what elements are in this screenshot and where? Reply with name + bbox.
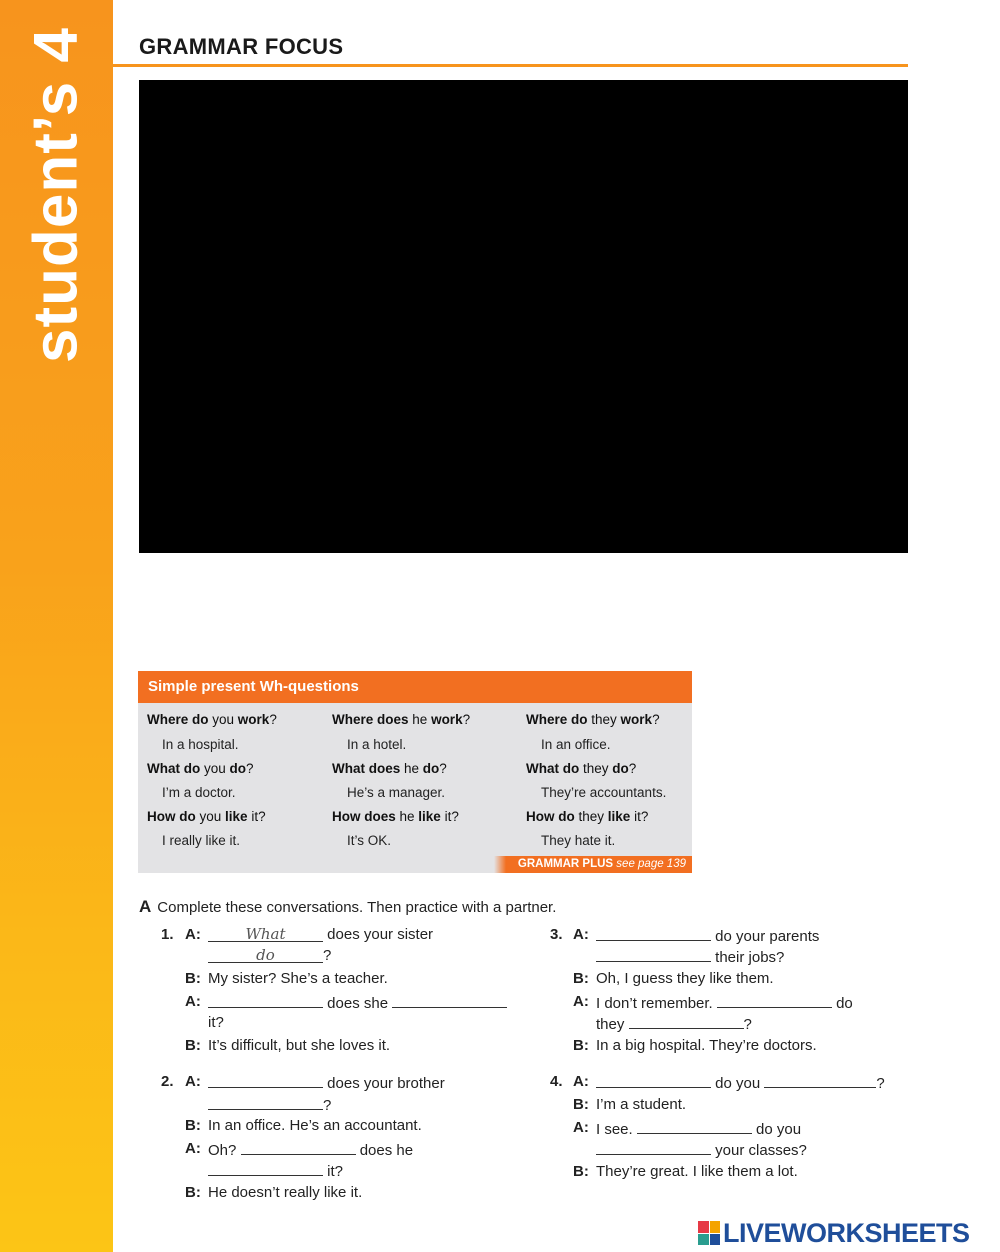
dialogue-line: They’re great. I like them a lot.: [596, 1163, 798, 1180]
grammar-box-title: Simple present Wh-questions: [138, 671, 692, 703]
dialogue-line: What does your sister: [208, 926, 433, 943]
conversation-number: 2.: [161, 1073, 174, 1090]
answer-blank[interactable]: What: [208, 927, 323, 942]
answer-blank[interactable]: [208, 1073, 323, 1088]
grammar-question: What do they do?: [526, 761, 637, 776]
dialogue-line: do your parents: [596, 926, 819, 945]
grammar-answer: It’s OK.: [347, 833, 392, 848]
dialogue-line: their jobs?: [596, 947, 784, 966]
answer-blank[interactable]: [392, 993, 507, 1008]
speaker-label: B:: [573, 970, 589, 987]
liveworksheets-logo: [698, 1218, 970, 1248]
dialogue-line: it?: [208, 1014, 224, 1031]
answer-blank[interactable]: [208, 993, 323, 1008]
conversation-number: 4.: [550, 1073, 563, 1090]
dialogue-line: does she: [208, 993, 507, 1012]
dialogue-line: ?: [208, 1095, 331, 1114]
speaker-label: A:: [185, 993, 201, 1010]
answer-blank[interactable]: [637, 1119, 752, 1134]
dialogue-line: I’m a student.: [596, 1096, 687, 1113]
grammar-question: How do they like it?: [526, 809, 649, 824]
speaker-label: A:: [185, 926, 201, 943]
title-divider: [113, 64, 908, 67]
dialogue-line: He doesn’t really like it.: [208, 1184, 363, 1201]
logo-icon: [698, 1221, 720, 1245]
exercise-instruction: A Complete these conversations. Then practice with a partner.: [139, 897, 557, 916]
answer-blank[interactable]: [208, 1095, 323, 1110]
grammar-answer: In a hospital.: [162, 737, 239, 752]
dialogue-line: Oh, I guess they like them.: [596, 970, 774, 987]
grammar-answer: In an office.: [541, 737, 611, 752]
grammar-answer: In a hotel.: [347, 737, 407, 752]
grammar-answer: They hate it.: [541, 833, 616, 848]
speaker-label: A:: [573, 993, 589, 1010]
grammar-question: How do you like it?: [147, 809, 266, 824]
speaker-label: A:: [573, 1119, 589, 1136]
grammar-box: [138, 671, 692, 873]
speaker-label: B:: [573, 1096, 589, 1113]
grammar-question: Where do you work?: [147, 712, 277, 727]
answer-blank[interactable]: [596, 947, 711, 962]
dialogue-line: I see. do you: [596, 1121, 802, 1138]
dialogue-line: does your brother: [208, 1073, 445, 1092]
answer-blank[interactable]: [596, 1140, 711, 1155]
logo-text: LIVEWORKSHEETS: [723, 1217, 970, 1248]
speaker-label: B:: [185, 1184, 201, 1201]
answer-blank[interactable]: [596, 1073, 711, 1088]
speaker-label: B:: [185, 970, 201, 987]
answer-blank[interactable]: [717, 993, 832, 1008]
grammar-plus-link[interactable]: GRAMMAR PLUS see page 139: [494, 856, 692, 873]
grammar-question: What do you do?: [147, 761, 254, 776]
grammar-answer: I’m a doctor.: [162, 785, 236, 800]
page-title: GRAMMAR FOCUS: [139, 34, 344, 59]
answer-blank[interactable]: [629, 1014, 744, 1029]
speaker-label: A:: [573, 1073, 589, 1090]
dialogue-line: do you ?: [596, 1073, 885, 1092]
conversation-number: 1.: [161, 926, 174, 943]
grammar-question: What does he do?: [332, 761, 447, 776]
answer-blank[interactable]: do: [208, 948, 323, 963]
answer-blank[interactable]: [596, 926, 711, 941]
dialogue-line: I don’t remember. do: [596, 995, 853, 1012]
dialogue-line: It’s difficult, but she loves it.: [208, 1037, 391, 1054]
speaker-label: B:: [573, 1163, 589, 1180]
grammar-question: How does he like it?: [332, 809, 459, 824]
sidebar-label: student’s 4: [21, 27, 91, 363]
speaker-label: A:: [185, 1073, 201, 1090]
media-placeholder: [139, 80, 908, 553]
answer-blank[interactable]: [764, 1073, 876, 1088]
grammar-question: Where does he work?: [332, 712, 471, 727]
speaker-label: A:: [573, 926, 589, 943]
dialogue-line: My sister? She’s a teacher.: [208, 970, 388, 987]
speaker-label: A:: [185, 1140, 201, 1157]
conversation-number: 3.: [550, 926, 563, 943]
dialogue-line: do ?: [208, 947, 331, 964]
speaker-label: B:: [185, 1117, 201, 1134]
dialogue-line: your classes?: [596, 1140, 807, 1159]
answer-blank[interactable]: [241, 1140, 356, 1155]
dialogue-line: they ?: [596, 1016, 752, 1033]
sidebar-band: [0, 0, 113, 1252]
dialogue-line: Oh? does he: [208, 1142, 414, 1159]
grammar-answer: I really like it.: [162, 833, 241, 848]
grammar-answer: They’re accountants.: [541, 785, 667, 800]
speaker-label: B:: [185, 1037, 201, 1054]
speaker-label: B:: [573, 1037, 589, 1054]
dialogue-line: In an office. He’s an accountant.: [208, 1117, 422, 1134]
answer-blank[interactable]: [208, 1161, 323, 1176]
dialogue-line: it?: [208, 1161, 343, 1180]
dialogue-line: In a big hospital. They’re doctors.: [596, 1037, 817, 1054]
grammar-answer: He’s a manager.: [347, 785, 446, 800]
grammar-question: Where do they work?: [526, 712, 660, 727]
